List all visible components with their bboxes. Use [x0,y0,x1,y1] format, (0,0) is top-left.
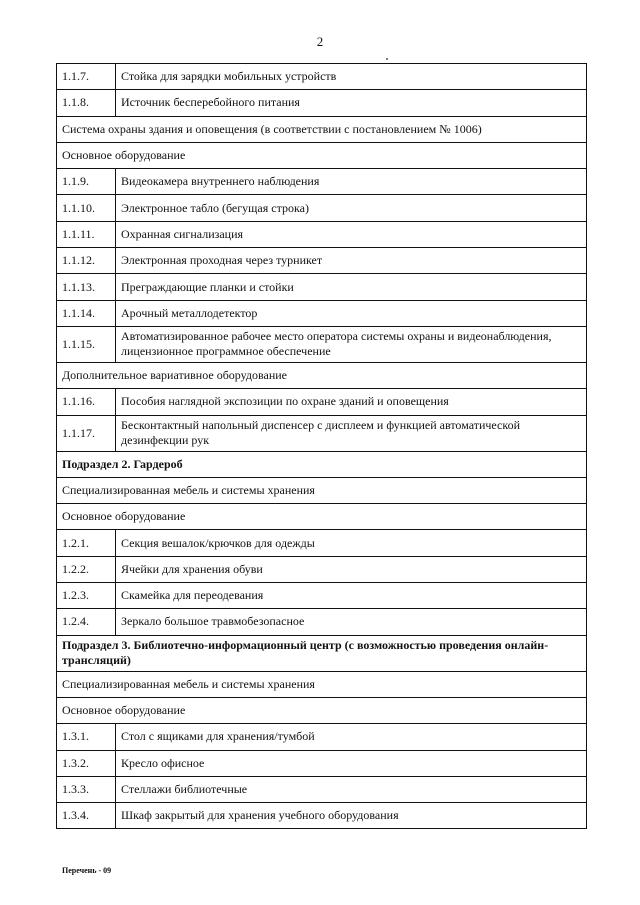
section-row [57,671,587,697]
item-number: 1.2.4. [57,609,116,635]
item-description: Секция вешалок/крючков для одежды [116,530,587,556]
table-row [57,530,587,556]
table-row [57,724,587,750]
item-number: 1.1.7. [57,64,116,90]
item-number: 1.1.17. [57,415,116,451]
table-row [57,274,587,300]
subsection-heading-row [57,451,587,477]
equipment-table-body [57,64,587,829]
table-row [57,300,587,326]
item-number: 1.1.10. [57,195,116,221]
item-description: Бесконтактный напольный диспенсер с дисплеем и функцией автоматической дезинфекции рук [116,415,587,451]
item-number: 1.1.11. [57,221,116,247]
section-label: Система охраны здания и оповещения (в соответствии с постановлением № 1006) [57,116,587,142]
item-description: Пособия наглядной экспозиции по охране зданий и оповещения [116,389,587,415]
item-description: Кресло офисное [116,750,587,776]
section-label: Специализированная мебель и системы хранения [57,671,587,697]
item-number: 1.3.3. [57,776,116,802]
table-row [57,609,587,635]
item-description: Арочный металлодетектор [116,300,587,326]
table-row [57,90,587,116]
subsection-heading-row [57,635,587,671]
item-description: Стол с ящиками для хранения/тумбой [116,724,587,750]
table-row [57,583,587,609]
section-label: Основное оборудование [57,142,587,168]
section-label: Специализированная мебель и системы хранения [57,477,587,503]
section-row [57,697,587,723]
section-label: Дополнительное вариативное оборудование [57,362,587,388]
item-description: Электронное табло (бегущая строка) [116,195,587,221]
item-description: Преграждающие планки и стойки [116,274,587,300]
item-description: Видеокамера внутреннего наблюдения [116,169,587,195]
item-description: Зеркало большое травмобезопасное [116,609,587,635]
subsection-heading: Подраздел 2. Гардероб [57,451,587,477]
footer-code: Перечень - 09 [62,866,112,875]
page-number: 2 [316,34,324,49]
scan-speck [386,58,388,60]
item-description: Стойка для зарядки мобильных устройств [116,64,587,90]
table-row [57,326,587,362]
item-number: 1.3.4. [57,803,116,829]
item-description: Скамейка для переодевания [116,583,587,609]
table-row [57,195,587,221]
equipment-table [56,63,587,829]
section-row [57,477,587,503]
item-description: Ячейки для хранения обуви [116,556,587,582]
table-row [57,64,587,90]
item-number: 1.1.12. [57,248,116,274]
table-row [57,389,587,415]
item-number: 1.3.1. [57,724,116,750]
item-number: 1.1.16. [57,389,116,415]
table-row [57,169,587,195]
section-row [57,142,587,168]
section-label: Основное оборудование [57,504,587,530]
table-row [57,221,587,247]
item-description: Электронная проходная через турникет [116,248,587,274]
table-row [57,803,587,829]
item-description: Стеллажи библиотечные [116,776,587,802]
table-row [57,415,587,451]
item-number: 1.2.1. [57,530,116,556]
section-row [57,504,587,530]
item-number: 1.3.2. [57,750,116,776]
item-description: Шкаф закрытый для хранения учебного оборудования [116,803,587,829]
item-number: 1.2.3. [57,583,116,609]
item-number: 1.1.14. [57,300,116,326]
item-number: 1.1.8. [57,90,116,116]
table-row [57,556,587,582]
item-number: 1.2.2. [57,556,116,582]
item-number: 1.1.15. [57,326,116,362]
item-description: Автоматизированное рабочее место оператора системы охраны и видеонаблюдения, лицензионное программное обеспечение [116,326,587,362]
table-row [57,248,587,274]
item-number: 1.1.9. [57,169,116,195]
item-description: Источник бесперебойного питания [116,90,587,116]
subsection-heading: Подраздел 3. Библиотечно-информационный центр (с возможностью проведения онлайн-трансляций) [57,635,587,671]
section-label: Основное оборудование [57,697,587,723]
section-row [57,116,587,142]
item-description: Охранная сигнализация [116,221,587,247]
table-row [57,776,587,802]
item-number: 1.1.13. [57,274,116,300]
table-row [57,750,587,776]
section-row [57,362,587,388]
